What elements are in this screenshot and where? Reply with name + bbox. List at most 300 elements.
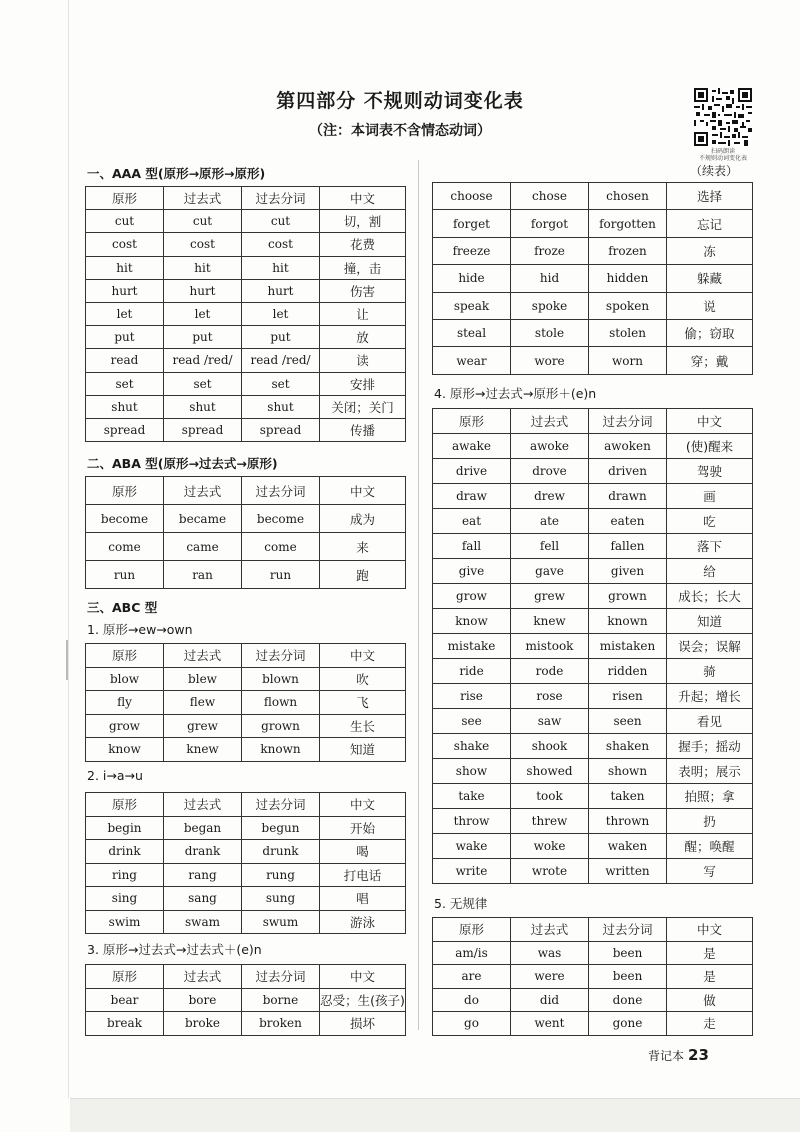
cell-base-form: wear <box>433 347 511 374</box>
column-header: 过去分词 <box>589 409 667 434</box>
cell-base-form: drink <box>86 840 164 864</box>
table-row <box>433 509 753 534</box>
table-header-row <box>86 644 406 668</box>
cell-base-form: read <box>86 349 164 372</box>
abc-sub4-heading: 4. 原形→过去式→原形＋(e)n <box>434 386 597 401</box>
table-row <box>433 347 753 374</box>
cell-base-form: know <box>86 738 164 762</box>
qr-code-icon <box>694 88 752 146</box>
table-row <box>86 349 406 372</box>
cell-base-form: are <box>433 965 511 989</box>
table-row <box>433 265 753 292</box>
cell-chinese: 成为 <box>320 505 406 533</box>
cell-past-participle: drunk <box>242 840 320 864</box>
cell-chinese: 是 <box>667 941 753 965</box>
cell-past-tense: blew <box>164 667 242 691</box>
cell-past-participle: grown <box>589 584 667 609</box>
cell-base-form: do <box>433 988 511 1012</box>
cell-past-tense: chose <box>511 183 589 210</box>
cell-past-tense: took <box>511 784 589 809</box>
cell-base-form: go <box>433 1012 511 1036</box>
cell-base-form: ride <box>433 659 511 684</box>
abc-sub1-heading: 1. 原形→ew→own <box>87 622 193 637</box>
cell-chinese: 伤害 <box>320 279 406 302</box>
cell-base-form: forget <box>433 210 511 237</box>
cell-base-form: take <box>433 784 511 809</box>
cell-past-participle: spoken <box>589 292 667 319</box>
cell-chinese: 跑 <box>320 561 406 589</box>
cell-past-participle: borne <box>242 988 320 1012</box>
table-row <box>86 816 406 840</box>
column-header: 过去分词 <box>589 918 667 942</box>
bottom-band <box>70 1098 800 1132</box>
cell-chinese: 写 <box>667 859 753 884</box>
cell-chinese: 拍照；拿 <box>667 784 753 809</box>
table-row <box>86 256 406 279</box>
table-row <box>433 459 753 484</box>
cell-base-form: bear <box>86 988 164 1012</box>
cell-base-form: throw <box>433 809 511 834</box>
column-header: 原形 <box>86 965 164 989</box>
column-header: 过去式 <box>511 918 589 942</box>
cell-past-tense: spoke <box>511 292 589 319</box>
cell-chinese: 选择 <box>667 183 753 210</box>
cell-chinese: 让 <box>320 302 406 325</box>
cell-past-tense: mistook <box>511 634 589 659</box>
cell-base-form: shake <box>433 734 511 759</box>
table-row <box>86 667 406 691</box>
cell-base-form: spread <box>86 418 164 441</box>
cell-past-participle: grown <box>242 714 320 738</box>
cell-past-participle: taken <box>589 784 667 809</box>
cell-past-participle: gone <box>589 1012 667 1036</box>
table-aaa <box>85 186 406 442</box>
table-row <box>433 784 753 809</box>
table-row <box>433 292 753 319</box>
cell-past-participle: waken <box>589 834 667 859</box>
cell-past-participle: known <box>589 609 667 634</box>
cell-base-form: wake <box>433 834 511 859</box>
column-header: 原形 <box>86 187 164 210</box>
cell-chinese: 知道 <box>320 738 406 762</box>
page-edge <box>68 0 69 1098</box>
cell-base-form: freeze <box>433 237 511 264</box>
cell-chinese: 吹 <box>320 667 406 691</box>
table-header-row <box>433 918 753 942</box>
cell-past-tense: hit <box>164 256 242 279</box>
cell-base-form: put <box>86 326 164 349</box>
cell-past-participle: swum <box>242 910 320 934</box>
cell-past-participle: driven <box>589 459 667 484</box>
cell-chinese: 说 <box>667 292 753 319</box>
column-header: 过去分词 <box>242 793 320 817</box>
cell-chinese: 放 <box>320 326 406 349</box>
table-header-row <box>86 965 406 989</box>
cell-past-participle: hit <box>242 256 320 279</box>
cell-base-form: grow <box>86 714 164 738</box>
cell-chinese: 给 <box>667 559 753 584</box>
table-row <box>86 233 406 256</box>
cell-past-tense: knew <box>511 609 589 634</box>
cell-past-tense: threw <box>511 809 589 834</box>
section-aba-heading: 二、ABA 型(原形→过去式→原形) <box>87 456 278 471</box>
cell-base-form: set <box>86 372 164 395</box>
column-header: 原形 <box>433 918 511 942</box>
cell-past-tense: rang <box>164 863 242 887</box>
cell-past-participle: fallen <box>589 534 667 559</box>
cell-chinese: 驾驶 <box>667 459 753 484</box>
cell-base-form: steal <box>433 319 511 346</box>
column-header: 过去式 <box>164 644 242 668</box>
cell-chinese: 飞 <box>320 691 406 715</box>
cell-past-tense: rode <box>511 659 589 684</box>
table-abc-1 <box>85 643 406 762</box>
cell-chinese: 打电话 <box>320 863 406 887</box>
cell-past-participle: shaken <box>589 734 667 759</box>
column-header: 中文 <box>320 644 406 668</box>
table-row <box>433 684 753 709</box>
cell-past-tense: rose <box>511 684 589 709</box>
table-abc-3-continued <box>432 182 753 375</box>
cell-base-form: cut <box>86 210 164 233</box>
cell-past-participle: hidden <box>589 265 667 292</box>
cell-base-form: blow <box>86 667 164 691</box>
cell-past-tense: came <box>164 533 242 561</box>
cell-chinese: 看见 <box>667 709 753 734</box>
column-header: 原形 <box>86 477 164 505</box>
cell-past-tense: ran <box>164 561 242 589</box>
cell-past-participle: thrown <box>589 809 667 834</box>
table-row <box>433 809 753 834</box>
cell-base-form: mistake <box>433 634 511 659</box>
cell-base-form: hide <box>433 265 511 292</box>
cell-base-form: am/is <box>433 941 511 965</box>
cell-base-form: hurt <box>86 279 164 302</box>
qr-caption-line1: 扫码朗读 <box>710 148 735 155</box>
abc-sub2-heading: 2. i→a→u <box>87 768 143 783</box>
cell-past-participle: awoken <box>589 434 667 459</box>
cell-base-form: run <box>86 561 164 589</box>
cell-base-form: know <box>433 609 511 634</box>
column-header: 中文 <box>320 793 406 817</box>
table-header-row <box>86 477 406 505</box>
abc-sub3-heading: 3. 原形→过去式→过去式＋(e)n <box>87 942 262 957</box>
cell-past-tense: awoke <box>511 434 589 459</box>
cell-past-tense: fell <box>511 534 589 559</box>
table-row <box>433 559 753 584</box>
cell-past-participle: been <box>589 965 667 989</box>
cell-chinese: 穿；戴 <box>667 347 753 374</box>
cell-past-tense: sang <box>164 887 242 911</box>
cell-past-tense: grew <box>164 714 242 738</box>
cell-base-form: rise <box>433 684 511 709</box>
cell-past-participle: spread <box>242 418 320 441</box>
table-row <box>433 659 753 684</box>
qr-caption-line2: 不规则动词变化表 <box>698 155 747 162</box>
cell-past-participle: worn <box>589 347 667 374</box>
cell-chinese: 游泳 <box>320 910 406 934</box>
table-row <box>86 988 406 1012</box>
cell-chinese: 传播 <box>320 418 406 441</box>
cell-past-tense: wrote <box>511 859 589 884</box>
page-title: 第四部分 不规则动词变化表 <box>276 90 524 112</box>
cell-base-form: become <box>86 505 164 533</box>
cell-past-tense: shut <box>164 395 242 418</box>
table-abc-4 <box>432 408 753 884</box>
cell-base-form: draw <box>433 484 511 509</box>
table-row <box>433 941 753 965</box>
cell-base-form: eat <box>433 509 511 534</box>
cell-past-participle: flown <box>242 691 320 715</box>
cell-past-participle: written <box>589 859 667 884</box>
cell-past-tense: cost <box>164 233 242 256</box>
table-row <box>86 691 406 715</box>
cell-chinese: 落下 <box>667 534 753 559</box>
cell-base-form: break <box>86 1012 164 1036</box>
table-header-row <box>433 409 753 434</box>
cell-past-tense: swam <box>164 910 242 934</box>
cell-past-tense: were <box>511 965 589 989</box>
table-row <box>86 714 406 738</box>
cell-chinese: 忘记 <box>667 210 753 237</box>
column-header: 原形 <box>86 644 164 668</box>
cell-past-tense: let <box>164 302 242 325</box>
cell-past-participle: blown <box>242 667 320 691</box>
column-header: 过去分词 <box>242 644 320 668</box>
cell-chinese: 走 <box>667 1012 753 1036</box>
section-abc-heading: 三、ABC 型 <box>87 600 158 615</box>
cell-chinese: 唱 <box>320 887 406 911</box>
table-row <box>433 759 753 784</box>
cell-chinese: (使)醒来 <box>667 434 753 459</box>
table-row <box>86 561 406 589</box>
column-header: 过去式 <box>164 477 242 505</box>
continued-label: （续表） <box>690 164 739 178</box>
table-row <box>433 988 753 1012</box>
column-header: 过去分词 <box>242 477 320 505</box>
cell-past-participle: chosen <box>589 183 667 210</box>
cell-base-form: let <box>86 302 164 325</box>
table-row <box>86 395 406 418</box>
cell-chinese: 来 <box>320 533 406 561</box>
table-row <box>433 965 753 989</box>
table-row <box>433 634 753 659</box>
column-header: 原形 <box>433 409 511 434</box>
cell-base-form: grow <box>433 584 511 609</box>
cell-chinese: 安排 <box>320 372 406 395</box>
cell-past-participle: hurt <box>242 279 320 302</box>
cell-chinese: 开始 <box>320 816 406 840</box>
cell-past-tense: cut <box>164 210 242 233</box>
cell-past-participle: seen <box>589 709 667 734</box>
cell-past-participle: mistaken <box>589 634 667 659</box>
cell-past-tense: forgot <box>511 210 589 237</box>
cell-chinese: 花费 <box>320 233 406 256</box>
cell-past-tense: saw <box>511 709 589 734</box>
cell-base-form: fly <box>86 691 164 715</box>
cell-past-tense: bore <box>164 988 242 1012</box>
cell-chinese: 冻 <box>667 237 753 264</box>
cell-chinese: 是 <box>667 965 753 989</box>
abc-sub5-heading: 5. 无规律 <box>434 896 488 911</box>
cell-past-tense: was <box>511 941 589 965</box>
cell-past-tense: began <box>164 816 242 840</box>
cell-chinese: 读 <box>320 349 406 372</box>
section-aaa-heading: 一、AAA 型(原形→原形→原形) <box>87 166 266 181</box>
cell-chinese: 吃 <box>667 509 753 534</box>
table-row <box>433 709 753 734</box>
column-header: 过去式 <box>511 409 589 434</box>
table-row <box>86 533 406 561</box>
column-header: 过去式 <box>164 793 242 817</box>
cell-past-tense: showed <box>511 759 589 784</box>
cell-past-participle: cut <box>242 210 320 233</box>
table-row <box>86 372 406 395</box>
cell-past-tense: drew <box>511 484 589 509</box>
cell-past-participle: set <box>242 372 320 395</box>
cell-base-form: sing <box>86 887 164 911</box>
table-row <box>433 859 753 884</box>
cell-past-participle: let <box>242 302 320 325</box>
cell-past-participle: shown <box>589 759 667 784</box>
cell-past-tense: shook <box>511 734 589 759</box>
cell-base-form: hit <box>86 256 164 279</box>
cell-chinese: 画 <box>667 484 753 509</box>
cell-chinese: 损坏 <box>320 1012 406 1036</box>
cell-past-tense: went <box>511 1012 589 1036</box>
cell-past-tense: read /red/ <box>164 349 242 372</box>
table-row <box>433 534 753 559</box>
column-header: 过去式 <box>164 187 242 210</box>
table-row <box>86 738 406 762</box>
cell-past-participle: stolen <box>589 319 667 346</box>
cell-chinese: 骑 <box>667 659 753 684</box>
cell-chinese: 知道 <box>667 609 753 634</box>
cell-past-participle: eaten <box>589 509 667 534</box>
cell-base-form: come <box>86 533 164 561</box>
cell-past-tense: woke <box>511 834 589 859</box>
cell-past-tense: spread <box>164 418 242 441</box>
cell-base-form: choose <box>433 183 511 210</box>
cell-past-tense: broke <box>164 1012 242 1036</box>
table-abc-2 <box>85 792 406 934</box>
cell-past-tense: drove <box>511 459 589 484</box>
cell-chinese: 关闭；关门 <box>320 395 406 418</box>
cell-past-participle: come <box>242 533 320 561</box>
cell-chinese: 误会；误解 <box>667 634 753 659</box>
cell-past-participle: given <box>589 559 667 584</box>
cell-past-participle: run <box>242 561 320 589</box>
margin-mark <box>66 640 68 680</box>
cell-base-form: drive <box>433 459 511 484</box>
column-header: 中文 <box>667 409 753 434</box>
cell-past-tense: stole <box>511 319 589 346</box>
table-row <box>433 319 753 346</box>
table-row <box>86 887 406 911</box>
cell-base-form: give <box>433 559 511 584</box>
footer-label: 背记本 <box>648 1049 685 1063</box>
table-row <box>86 840 406 864</box>
cell-chinese: 表明；展示 <box>667 759 753 784</box>
cell-chinese: 握手；摇动 <box>667 734 753 759</box>
cell-chinese: 切，割 <box>320 210 406 233</box>
page-number: 23 <box>688 1046 709 1064</box>
table-row <box>86 418 406 441</box>
cell-base-form: shut <box>86 395 164 418</box>
cell-past-participle: done <box>589 988 667 1012</box>
cell-past-tense: drank <box>164 840 242 864</box>
cell-base-form: fall <box>433 534 511 559</box>
cell-base-form: ring <box>86 863 164 887</box>
cell-chinese: 做 <box>667 988 753 1012</box>
cell-past-participle: rung <box>242 863 320 887</box>
table-row <box>433 434 753 459</box>
cell-past-participle: broken <box>242 1012 320 1036</box>
cell-chinese: 扔 <box>667 809 753 834</box>
cell-past-tense: grew <box>511 584 589 609</box>
table-header-row <box>86 793 406 817</box>
table-aba <box>85 476 406 589</box>
cell-past-participle: put <box>242 326 320 349</box>
cell-past-participle: known <box>242 738 320 762</box>
cell-past-tense: knew <box>164 738 242 762</box>
column-header: 中文 <box>320 477 406 505</box>
cell-past-tense: did <box>511 988 589 1012</box>
cell-base-form: see <box>433 709 511 734</box>
cell-past-tense: flew <box>164 691 242 715</box>
cell-chinese: 醒；唤醒 <box>667 834 753 859</box>
cell-past-tense: wore <box>511 347 589 374</box>
table-row <box>433 734 753 759</box>
cell-past-tense: became <box>164 505 242 533</box>
cell-chinese: 生长 <box>320 714 406 738</box>
column-header: 中文 <box>667 918 753 942</box>
table-row <box>433 1012 753 1036</box>
cell-base-form: begin <box>86 816 164 840</box>
page-footer <box>648 1046 709 1064</box>
cell-base-form: swim <box>86 910 164 934</box>
cell-past-tense: put <box>164 326 242 349</box>
table-row <box>86 1012 406 1036</box>
cell-chinese: 升起；增长 <box>667 684 753 709</box>
table-row <box>433 834 753 859</box>
table-row <box>86 863 406 887</box>
cell-chinese: 忍受；生(孩子) <box>320 988 406 1012</box>
table-row <box>86 326 406 349</box>
table-row <box>433 609 753 634</box>
column-header: 中文 <box>320 187 406 210</box>
cell-past-participle: frozen <box>589 237 667 264</box>
cell-past-participle: cost <box>242 233 320 256</box>
column-header: 原形 <box>86 793 164 817</box>
cell-past-participle: shut <box>242 395 320 418</box>
table-row <box>433 183 753 210</box>
cell-past-participle: begun <box>242 816 320 840</box>
table-abc-5 <box>432 917 753 1036</box>
cell-past-tense: froze <box>511 237 589 264</box>
cell-past-participle: risen <box>589 684 667 709</box>
cell-chinese: 躲藏 <box>667 265 753 292</box>
cell-past-tense: ate <box>511 509 589 534</box>
table-row <box>86 302 406 325</box>
cell-base-form: awake <box>433 434 511 459</box>
table-abc-3 <box>85 964 406 1036</box>
cell-past-participle: ridden <box>589 659 667 684</box>
cell-past-participle: drawn <box>589 484 667 509</box>
column-header: 中文 <box>320 965 406 989</box>
table-row <box>86 210 406 233</box>
cell-base-form: write <box>433 859 511 884</box>
